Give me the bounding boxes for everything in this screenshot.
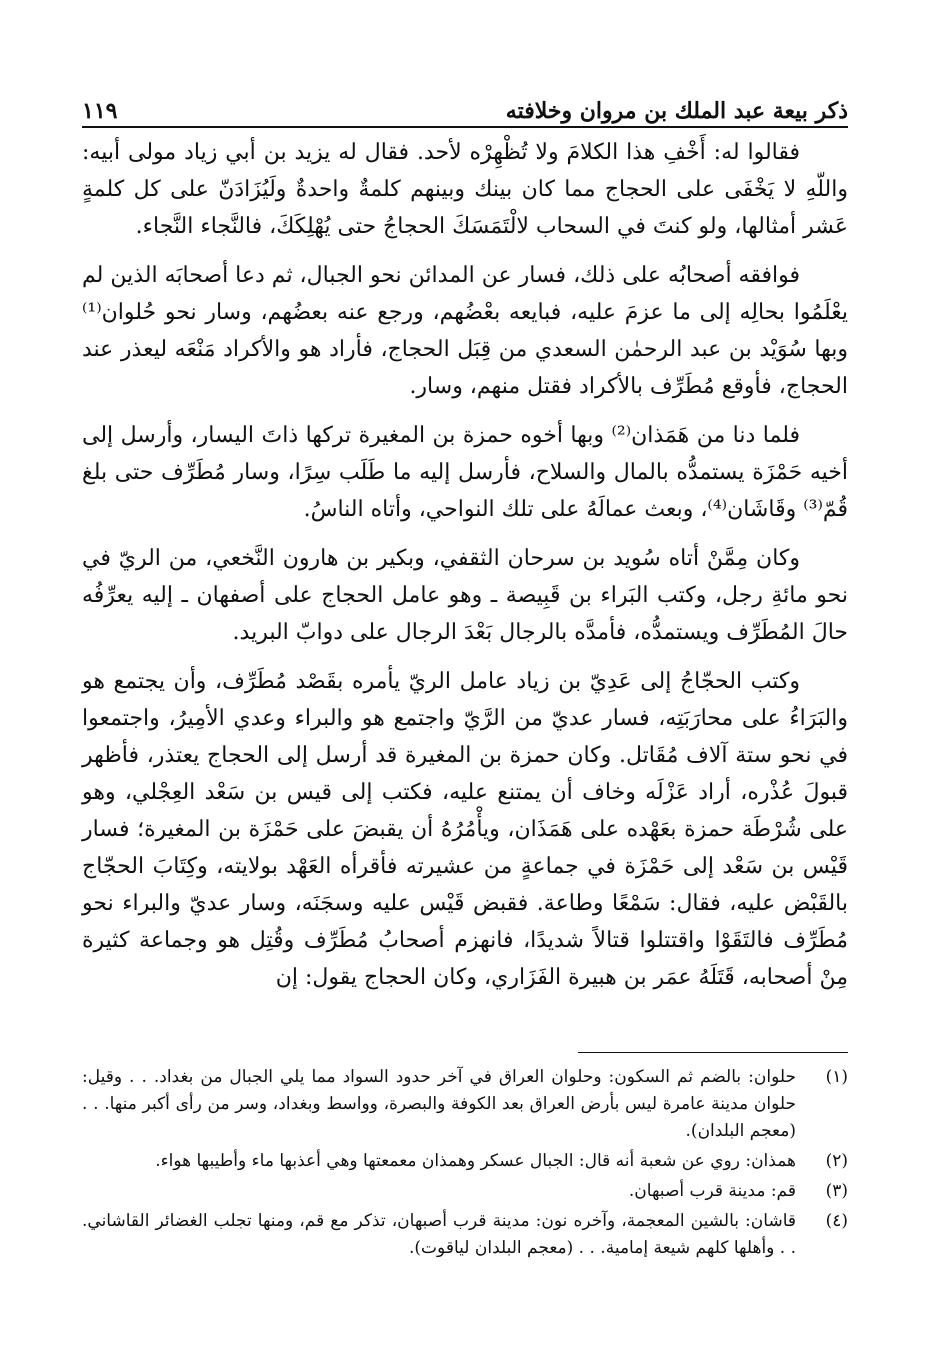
footnotes — [82, 1064, 848, 1265]
footnote-text: قاشان: بالشين المعجمة، وآخره نون: مدينة قرب أصبهان، تذكر مع قم، ومنها تجلب الغضائر القاشاني. . . وأهلها كلهم شيعة إمامية. . . (معجم البلدان لياقوت). — [82, 1211, 796, 1258]
page-header — [82, 84, 848, 128]
footnote-text: حلوان: بالضم ثم السكون: وحلوان العراق في آخر حدود السواد مما يلي الجبال من بغداد. . . وقيل: حلوان مدينة عامرة ليس بأرض العراق بعد الكوفة والبصرة، وواسط وبغداد، وسر من رأى أكبر منها. . . (معجم البلدان). — [82, 1067, 796, 1141]
footnote-text: همذان: روي عن شعبة أنه قال: الجبال عسكر وهمذان معمعتها وهي أعذبها ماء وأطيبها هواء. — [155, 1151, 796, 1171]
paragraph: فقالوا له: أَخْفِ هذا الكلامَ ولا تُظْهِرْه لأحد. فقال له يزيد بن أبي زياد مولى أبيه: واللّهِ لا يَخْفَى على الحجاج مما كان بينك وبينهم كلمةٌ واحدةٌ ولَيُزَادَنّ على كل كلمةٍ عَشر أمثالها، ولو كنتَ في السحاب لالْتَمَسَكَ الحجاجُ حتى يُهْلِكَكَ، فالنَّجاء النَّجاء. — [82, 140, 848, 239]
footnote — [82, 1178, 848, 1205]
footnote-number: (١) — [825, 1067, 848, 1087]
footnote — [82, 1064, 848, 1145]
main-text — [82, 134, 848, 1008]
footnote — [82, 1148, 848, 1175]
footnote-number: (٣) — [825, 1181, 848, 1201]
footnote-text: قم: مدينة قرب أصبهان. — [628, 1181, 796, 1201]
paragraph: فلما دنا من هَمَذان⁽²⁾ وبها أخوه حمزة بن المغيرة تركها ذاتَ اليسار، وأرسل إلى أخيه حَمْزَة يستمدُّه بالمال والسلاح، فأرسل إليه ما طَلَب سِرًا، وسار مُطَرِّف حتى بلغ قُمّ⁽³⁾ وقَاشَان⁽⁴⁾، وبعث عمالَهُ على تلك النواحي، وأتاه الناسُ. — [82, 423, 848, 522]
footnote-number: (٤) — [825, 1211, 848, 1231]
footnote-separator — [578, 1052, 848, 1053]
footnote — [82, 1208, 848, 1262]
paragraph: فوافقه أصحابُه على ذلك، فسار عن المدائن نحو الجبال، ثم دعا أصحابَه الذين لم يعْلَمُوا بحالِه إلى ما عزمَ عليه، فبايعه بعْضُهم، ورجع عنه بعضُهم، وسار نحو حُلوان⁽¹⁾ وبها سُوَيْد بن عبد الرحمٰن السعدي من قِبَل الحجاج، فأراد هو والأكراد مَنْعَه ليعذر عند الحجاج، فأوقع مُطَرِّف بالأكراد فقتل منهم، وسار. — [82, 263, 848, 399]
footnote-number: (٢) — [825, 1151, 848, 1171]
paragraph: وكتب الحجّاجُ إلى عَدِيّ بن زياد عامل الريّ يأمره بقَصْد مُطَرِّف، وأن يجتمع هو والبَرَاءُ على محارَبَتِه، فسار عديّ من الرَّيّ واجتمع هو والبراء وعدي الأمِيرُ، واجتمعوا في نحو ستة آلاف مُقَاتل. وكان حمزة بن المغيرة قد أرسل إلى الحجاج يعتذر، فأظهر قبولَ عُذْره، أراد عَزْلَه وخاف أن يمتنع عليه، فكتب إلى قيس بن سَعْد العِجْلي، وهو على شُرْطَة حمزة بعَهْده على هَمَذَان، ويأْمُرُهُ أن يقبضَ على حَمْزَة بن المغيرة؛ فسار قَيْس بن سَعْد إلى حَمْزَة في جماعةٍ من عشيرته فأقرأه العَهْد بولايته، وكِتَابَ الحجّاج بالقَبْض عليه، فقال: سَمْعًا وطاعة. فقبض قَيْس عليه وسجَنَه، وسار عديّ والبراء نحو مُطَرِّف فالتَقَوْا واقتتلوا قتالاً شديدًا، فانهزم أصحابُ مُطَرِّف وقُتِل هو وجماعة كثيرة مِنْ أصحابه، قَتَلَهُ عمَر بن هبيرة الفَزَاري، وكان الحجاج يقول: إن — [82, 669, 848, 990]
page-number: ١١٩ — [82, 98, 118, 124]
running-title: ذكر بيعة عبد الملك بن مروان وخلافته — [505, 98, 848, 124]
paragraph: وكان مِمَّنْ أتاه سُويد بن سرحان الثقفي، وبكير بن هارون النَّخعي، من الريّ في نحو مائةِ رجل، وكتب البَراء بن قَبِيصة ـ وهو عامل الحجاج على أصفهان ـ إليه يعرِّفُه حالَ المُطَرِّف ويستمدُّه، فأمدَّه بالرجال بَعْدَ الرجال على دوابّ البريد. — [82, 546, 848, 645]
